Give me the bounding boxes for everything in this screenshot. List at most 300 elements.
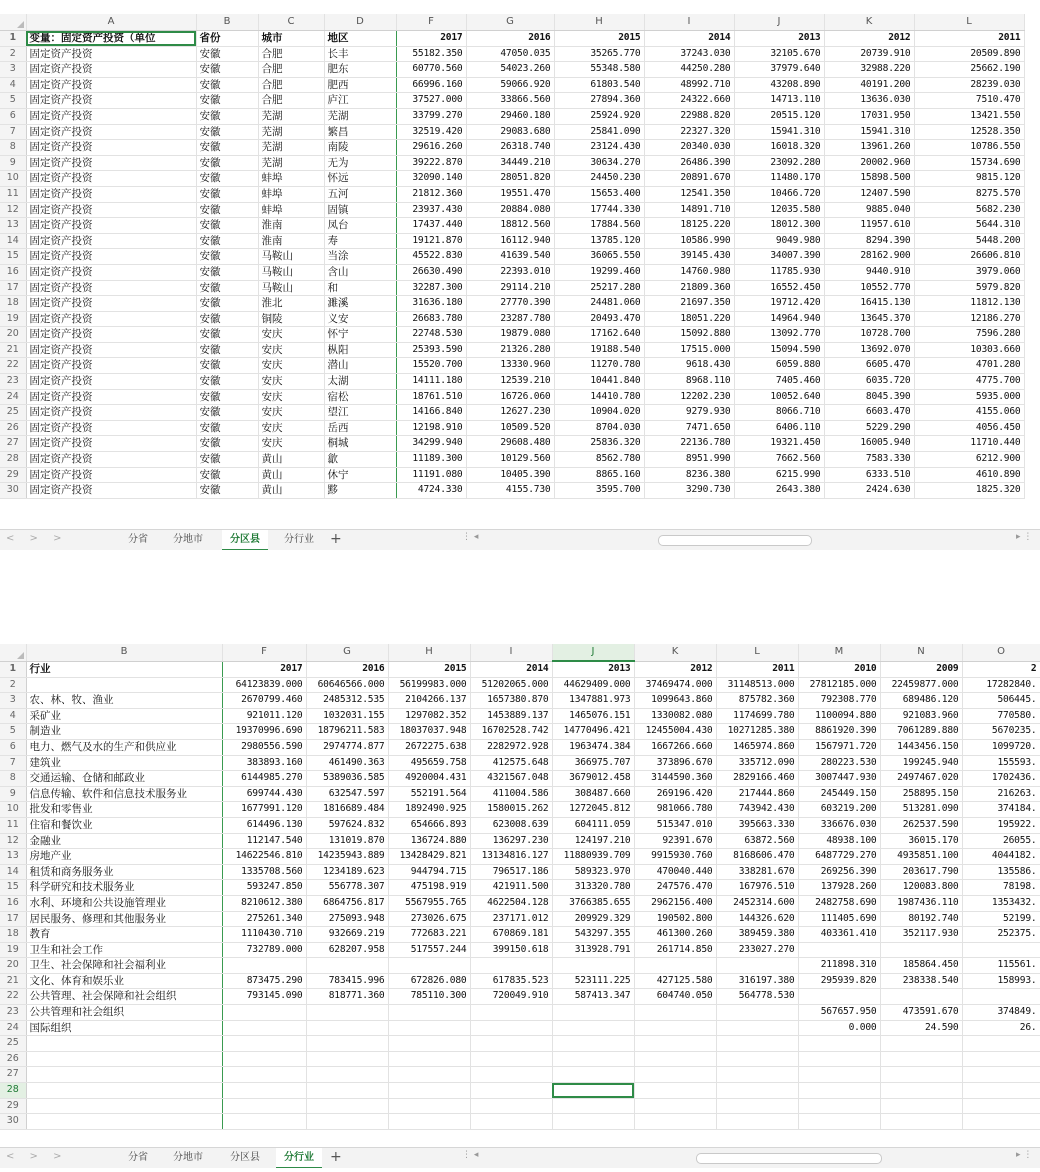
cell[interactable]: 617835.523 — [470, 973, 552, 989]
cell[interactable]: 1443456.150 — [880, 739, 962, 755]
cell[interactable]: 12198.910 — [396, 420, 466, 436]
cell[interactable]: 4920004.431 — [388, 771, 470, 787]
cell[interactable]: 689486.120 — [880, 693, 962, 709]
cell[interactable]: 行业 — [26, 661, 222, 677]
cell[interactable]: 411004.586 — [470, 786, 552, 802]
cell[interactable]: 2017 — [222, 661, 306, 677]
cell[interactable]: 61803.540 — [554, 77, 644, 93]
cell[interactable] — [222, 958, 306, 974]
cell[interactable]: 五河 — [324, 186, 396, 202]
cell[interactable]: 凤台 — [324, 218, 396, 234]
cell[interactable]: 13692.070 — [824, 342, 914, 358]
cell[interactable]: 2482758.690 — [798, 895, 880, 911]
cell[interactable]: 475198.919 — [388, 880, 470, 896]
column-header[interactable]: L — [716, 644, 798, 661]
cell[interactable]: 921011.120 — [222, 708, 306, 724]
cell[interactable]: 安徽 — [196, 405, 258, 421]
cell[interactable]: 25217.280 — [554, 280, 644, 296]
scroll-right-icon[interactable]: ▸ ⋮ — [1016, 532, 1033, 542]
cell[interactable]: 9885.040 — [824, 202, 914, 218]
tab-nav-arrows[interactable]: < > > — [6, 1151, 68, 1162]
cell[interactable]: 4056.450 — [914, 420, 1024, 436]
cell[interactable]: 安徽 — [196, 249, 258, 265]
cell[interactable] — [552, 1051, 634, 1067]
cell[interactable]: 制造业 — [26, 724, 222, 740]
row-header[interactable]: 17 — [0, 280, 26, 296]
cell[interactable]: 4935851.100 — [880, 849, 962, 865]
row-header[interactable]: 21 — [0, 342, 26, 358]
cell[interactable]: 固定资产投资 — [26, 358, 196, 374]
cell[interactable]: 1272045.812 — [552, 802, 634, 818]
cell[interactable]: 安徽 — [196, 420, 258, 436]
row-header[interactable]: 15 — [0, 880, 26, 896]
row-header[interactable]: 12 — [0, 833, 26, 849]
cell[interactable]: 安徽 — [196, 93, 258, 109]
cell[interactable] — [470, 1098, 552, 1114]
cell[interactable]: 199245.940 — [880, 755, 962, 771]
cell[interactable]: 54023.260 — [466, 62, 554, 78]
cell[interactable]: 41639.540 — [466, 249, 554, 265]
cell[interactable]: 8951.990 — [644, 452, 734, 468]
cell[interactable]: 115561. — [962, 958, 1040, 974]
cell[interactable] — [798, 942, 880, 958]
cell[interactable]: 5670235. — [962, 724, 1040, 740]
cell[interactable]: 34449.210 — [466, 155, 554, 171]
cell[interactable]: 固定资产投资 — [26, 483, 196, 499]
cell[interactable]: 403361.410 — [798, 927, 880, 943]
cell[interactable]: 136724.880 — [388, 833, 470, 849]
cell[interactable]: 26630.490 — [396, 264, 466, 280]
cell[interactable]: 1453889.137 — [470, 708, 552, 724]
row-header[interactable]: 26 — [0, 420, 26, 436]
cell[interactable]: 523111.225 — [552, 973, 634, 989]
cell[interactable]: 60646566.000 — [306, 677, 388, 693]
cell[interactable]: 720049.910 — [470, 989, 552, 1005]
cell[interactable]: 37527.000 — [396, 93, 466, 109]
cell[interactable]: 淮北 — [258, 296, 324, 312]
cell[interactable]: 14622546.810 — [222, 849, 306, 865]
cell[interactable]: 1099643.860 — [634, 693, 716, 709]
cell[interactable]: 马鞍山 — [258, 249, 324, 265]
cell[interactable]: 31148513.000 — [716, 677, 798, 693]
row-header[interactable]: 13 — [0, 218, 26, 234]
cell[interactable] — [880, 1067, 962, 1083]
cell[interactable] — [634, 1020, 716, 1036]
cell[interactable]: 873475.290 — [222, 973, 306, 989]
cell[interactable]: 2829166.460 — [716, 771, 798, 787]
cell[interactable]: 住宿和餐饮业 — [26, 817, 222, 833]
cell[interactable]: 31636.180 — [396, 296, 466, 312]
cell[interactable]: 567657.950 — [798, 1005, 880, 1021]
cell[interactable]: 981066.780 — [634, 802, 716, 818]
sheet-tab[interactable]: 分省 — [128, 534, 148, 545]
cell[interactable]: 16005.940 — [824, 436, 914, 452]
cell[interactable]: 366975.707 — [552, 755, 634, 771]
cell[interactable]: 安徽 — [196, 171, 258, 187]
cell[interactable]: 2962156.400 — [634, 895, 716, 911]
cell[interactable]: 4775.700 — [914, 374, 1024, 390]
cell[interactable]: 芜湖 — [258, 140, 324, 156]
cell[interactable]: 变量：固定资产投资（单位 — [26, 31, 196, 47]
cell[interactable] — [798, 1036, 880, 1052]
cell[interactable]: 建筑业 — [26, 755, 222, 771]
cell[interactable]: 37243.030 — [644, 46, 734, 62]
cell[interactable]: 固定资产投资 — [26, 436, 196, 452]
cell[interactable]: 37469474.000 — [634, 677, 716, 693]
cell[interactable]: 安庆 — [258, 327, 324, 343]
cell[interactable]: 15941.310 — [824, 124, 914, 140]
cell[interactable]: 552191.564 — [388, 786, 470, 802]
cell[interactable]: 14713.110 — [734, 93, 824, 109]
cell[interactable] — [798, 1114, 880, 1130]
cell[interactable]: 10728.700 — [824, 327, 914, 343]
cell[interactable]: 含山 — [324, 264, 396, 280]
cell[interactable]: 2643.380 — [734, 483, 824, 499]
cell[interactable] — [962, 1114, 1040, 1130]
cell[interactable]: 352117.930 — [880, 927, 962, 943]
cell[interactable]: 金融业 — [26, 833, 222, 849]
cell[interactable]: 603219.200 — [798, 802, 880, 818]
cell[interactable] — [470, 1051, 552, 1067]
cell[interactable]: 29608.480 — [466, 436, 554, 452]
cell[interactable]: 20739.910 — [824, 46, 914, 62]
cell[interactable]: 采矿业 — [26, 708, 222, 724]
cell[interactable]: 155593. — [962, 755, 1040, 771]
cell[interactable]: 公共管理、社会保障和社会组织 — [26, 989, 222, 1005]
cell[interactable]: 13645.370 — [824, 311, 914, 327]
cell[interactable]: 389459.380 — [716, 927, 798, 943]
cell[interactable] — [962, 942, 1040, 958]
cell[interactable]: 科学研究和技术服务业 — [26, 880, 222, 896]
cell[interactable]: 安庆 — [258, 342, 324, 358]
cell[interactable]: 4321567.048 — [470, 771, 552, 787]
cell[interactable]: 699744.430 — [222, 786, 306, 802]
cell[interactable]: 6035.720 — [824, 374, 914, 390]
cell[interactable]: 17162.640 — [554, 327, 644, 343]
cell[interactable] — [716, 1067, 798, 1083]
cell[interactable]: 1667266.660 — [634, 739, 716, 755]
cell[interactable]: 796517.186 — [470, 864, 552, 880]
row-header[interactable]: 4 — [0, 77, 26, 93]
cell[interactable]: 14770496.421 — [552, 724, 634, 740]
cell[interactable]: 52199. — [962, 911, 1040, 927]
column-header[interactable]: J — [552, 644, 634, 661]
cell[interactable] — [306, 958, 388, 974]
cell[interactable]: 792308.770 — [798, 693, 880, 709]
add-sheet-button[interactable]: + — [330, 531, 342, 547]
cell[interactable]: 淮南 — [258, 233, 324, 249]
cell[interactable]: 56199983.000 — [388, 677, 470, 693]
cell[interactable] — [26, 1051, 222, 1067]
cell[interactable]: 373896.670 — [634, 755, 716, 771]
cell[interactable]: 44629409.000 — [552, 677, 634, 693]
cell[interactable]: 16552.450 — [734, 280, 824, 296]
cell[interactable]: 18796211.583 — [306, 724, 388, 740]
cell[interactable] — [388, 1067, 470, 1083]
cell[interactable] — [634, 1114, 716, 1130]
cell[interactable]: 1032031.155 — [306, 708, 388, 724]
cell[interactable]: 313928.791 — [552, 942, 634, 958]
cell[interactable]: 17282840. — [962, 677, 1040, 693]
cell[interactable] — [962, 1098, 1040, 1114]
cell[interactable]: 158993. — [962, 973, 1040, 989]
cell[interactable]: 怀远 — [324, 171, 396, 187]
cell[interactable]: 20515.120 — [734, 108, 824, 124]
cell[interactable]: 10129.560 — [466, 452, 554, 468]
cell[interactable]: 怀宁 — [324, 327, 396, 343]
cell[interactable]: 马鞍山 — [258, 280, 324, 296]
cell[interactable]: 374184. — [962, 802, 1040, 818]
cell[interactable]: 43208.890 — [734, 77, 824, 93]
cell[interactable]: 19712.420 — [734, 296, 824, 312]
cell[interactable]: 34299.940 — [396, 436, 466, 452]
cell[interactable]: 28162.900 — [824, 249, 914, 265]
cell[interactable]: 2485312.535 — [306, 693, 388, 709]
cell[interactable]: 29460.180 — [466, 108, 554, 124]
cell[interactable]: 22748.530 — [396, 327, 466, 343]
row-header[interactable]: 15 — [0, 249, 26, 265]
cell[interactable]: 55348.580 — [554, 62, 644, 78]
cell[interactable]: 17437.440 — [396, 218, 466, 234]
cell[interactable]: 24450.230 — [554, 171, 644, 187]
cell[interactable]: 15092.880 — [644, 327, 734, 343]
cell[interactable] — [306, 1051, 388, 1067]
cell[interactable]: 农、林、牧、渔业 — [26, 693, 222, 709]
cell[interactable]: 21697.350 — [644, 296, 734, 312]
cell[interactable]: 6487729.270 — [798, 849, 880, 865]
column-header[interactable]: H — [554, 14, 644, 31]
cell[interactable]: 6059.880 — [734, 358, 824, 374]
cell[interactable]: 3144590.360 — [634, 771, 716, 787]
cell[interactable]: 固定资产投资 — [26, 171, 196, 187]
cell[interactable] — [306, 1005, 388, 1021]
cell[interactable]: 36065.550 — [554, 249, 644, 265]
cell[interactable] — [470, 958, 552, 974]
cell[interactable]: 47050.035 — [466, 46, 554, 62]
cell[interactable]: 固定资产投资 — [26, 46, 196, 62]
cell[interactable]: 20340.030 — [644, 140, 734, 156]
cell[interactable]: 7471.650 — [644, 420, 734, 436]
row-header[interactable]: 30 — [0, 1114, 26, 1130]
cell[interactable]: 383893.160 — [222, 755, 306, 771]
row-header[interactable]: 2 — [0, 46, 26, 62]
cell[interactable]: 2 — [962, 661, 1040, 677]
cell[interactable]: 8704.030 — [554, 420, 644, 436]
cell[interactable]: 12186.270 — [914, 311, 1024, 327]
cell[interactable]: 黄山 — [258, 452, 324, 468]
cell[interactable]: 32988.220 — [824, 62, 914, 78]
cell[interactable]: 15734.690 — [914, 155, 1024, 171]
cell[interactable]: 25393.590 — [396, 342, 466, 358]
cell[interactable]: 1825.320 — [914, 483, 1024, 499]
cell[interactable]: 固定资产投资 — [26, 108, 196, 124]
row-header[interactable]: 26 — [0, 1051, 26, 1067]
cell[interactable]: 19551.470 — [466, 186, 554, 202]
cell[interactable]: 2013 — [552, 661, 634, 677]
row-header[interactable]: 5 — [0, 93, 26, 109]
scroll-right-icon[interactable]: ▸ ⋮ — [1016, 1150, 1033, 1160]
cell[interactable]: 21812.360 — [396, 186, 466, 202]
cell[interactable]: 2282972.928 — [470, 739, 552, 755]
cell[interactable]: 28051.820 — [466, 171, 554, 187]
cell[interactable]: 9279.930 — [644, 405, 734, 421]
cell[interactable] — [388, 1036, 470, 1052]
row-header[interactable]: 24 — [0, 1020, 26, 1036]
cell[interactable]: 安徽 — [196, 483, 258, 499]
cell[interactable] — [634, 1083, 716, 1099]
row-header[interactable]: 23 — [0, 1005, 26, 1021]
cell[interactable]: 房地产业 — [26, 849, 222, 865]
cell[interactable] — [222, 1114, 306, 1130]
cell[interactable] — [552, 958, 634, 974]
cell[interactable]: 23937.430 — [396, 202, 466, 218]
cell[interactable]: 245449.150 — [798, 786, 880, 802]
cell[interactable]: 604111.059 — [552, 817, 634, 833]
cell[interactable] — [880, 1098, 962, 1114]
cell[interactable] — [552, 1098, 634, 1114]
cell[interactable]: 固定资产投资 — [26, 155, 196, 171]
cell[interactable]: 固定资产投资 — [26, 342, 196, 358]
cell[interactable]: 固定资产投资 — [26, 467, 196, 483]
cell[interactable] — [306, 1067, 388, 1083]
cell[interactable]: 14760.980 — [644, 264, 734, 280]
tab-nav-arrows[interactable]: < > > — [6, 533, 68, 544]
cell[interactable]: 7596.280 — [914, 327, 1024, 343]
cell[interactable]: 22393.010 — [466, 264, 554, 280]
cell[interactable]: 124197.210 — [552, 833, 634, 849]
cell[interactable]: 1465974.860 — [716, 739, 798, 755]
cell[interactable]: 22327.320 — [644, 124, 734, 140]
cell[interactable]: 合肥 — [258, 93, 324, 109]
cell[interactable]: 261714.850 — [634, 942, 716, 958]
cell[interactable]: 岳西 — [324, 420, 396, 436]
cell[interactable] — [880, 1036, 962, 1052]
cell[interactable]: 安徽 — [196, 436, 258, 452]
cell[interactable]: 2012 — [824, 31, 914, 47]
cell[interactable] — [552, 1083, 634, 1099]
cell[interactable]: 安庆 — [258, 405, 324, 421]
cell[interactable]: 蚌埠 — [258, 186, 324, 202]
cell[interactable]: 9915930.760 — [634, 849, 716, 865]
cell[interactable]: 258895.150 — [880, 786, 962, 802]
cell[interactable]: 16018.320 — [734, 140, 824, 156]
column-header[interactable]: K — [634, 644, 716, 661]
cell[interactable]: 安徽 — [196, 77, 258, 93]
cell[interactable]: 1174699.780 — [716, 708, 798, 724]
cell[interactable]: 宿松 — [324, 389, 396, 405]
cell[interactable]: 2014 — [644, 31, 734, 47]
row-header[interactable]: 9 — [0, 786, 26, 802]
cell[interactable] — [880, 989, 962, 1005]
cell[interactable]: 黄山 — [258, 467, 324, 483]
cell[interactable]: 15898.500 — [824, 171, 914, 187]
cell[interactable]: 543297.355 — [552, 927, 634, 943]
cell[interactable]: 6603.470 — [824, 405, 914, 421]
cell[interactable] — [470, 1005, 552, 1021]
cell[interactable]: 2011 — [716, 661, 798, 677]
row-header[interactable]: 20 — [0, 327, 26, 343]
cell[interactable]: 6215.990 — [734, 467, 824, 483]
cell[interactable]: 80192.740 — [880, 911, 962, 927]
cell[interactable]: 1335708.560 — [222, 864, 306, 880]
cell[interactable]: 2014 — [470, 661, 552, 677]
cell[interactable]: 18812.560 — [466, 218, 554, 234]
cell[interactable]: 338281.670 — [716, 864, 798, 880]
cell[interactable]: 11880939.709 — [552, 849, 634, 865]
cell[interactable]: 12539.210 — [466, 374, 554, 390]
row-header[interactable]: 29 — [0, 1098, 26, 1114]
cell[interactable] — [798, 1067, 880, 1083]
cell[interactable]: 6864756.817 — [306, 895, 388, 911]
cell[interactable]: 131019.870 — [306, 833, 388, 849]
cell[interactable]: 3979.060 — [914, 264, 1024, 280]
row-header[interactable]: 7 — [0, 755, 26, 771]
cell[interactable]: 78198. — [962, 880, 1040, 896]
cell[interactable]: 8861920.390 — [798, 724, 880, 740]
cell[interactable]: 铜陵 — [258, 311, 324, 327]
row-header[interactable]: 11 — [0, 186, 26, 202]
cell[interactable]: 1297082.352 — [388, 708, 470, 724]
cell[interactable]: 32090.140 — [396, 171, 466, 187]
cell[interactable]: 2016 — [306, 661, 388, 677]
cell[interactable]: 22459877.000 — [880, 677, 962, 693]
cell[interactable] — [634, 1051, 716, 1067]
cell[interactable]: 8968.110 — [644, 374, 734, 390]
cell[interactable]: 120083.800 — [880, 880, 962, 896]
cell[interactable]: 5935.000 — [914, 389, 1024, 405]
cell[interactable] — [470, 1020, 552, 1036]
cell[interactable] — [222, 1036, 306, 1052]
cell[interactable]: 32287.300 — [396, 280, 466, 296]
cell[interactable]: 28239.030 — [914, 77, 1024, 93]
cell[interactable] — [222, 1051, 306, 1067]
cell[interactable] — [470, 1083, 552, 1099]
cell[interactable]: 12627.230 — [466, 405, 554, 421]
column-header[interactable]: G — [466, 14, 554, 31]
cell[interactable]: 肥东 — [324, 62, 396, 78]
cell[interactable] — [222, 1020, 306, 1036]
cell[interactable]: 12455004.430 — [634, 724, 716, 740]
cell[interactable] — [880, 1083, 962, 1099]
cell[interactable] — [634, 1036, 716, 1052]
cell[interactable]: 3679012.458 — [552, 771, 634, 787]
cell[interactable] — [388, 1005, 470, 1021]
cell[interactable]: 1099720. — [962, 739, 1040, 755]
row-header[interactable]: 1 — [0, 661, 26, 677]
cell[interactable]: 4622504.128 — [470, 895, 552, 911]
cell[interactable]: 25841.090 — [554, 124, 644, 140]
cell[interactable]: 14111.180 — [396, 374, 466, 390]
cell[interactable]: 932669.219 — [306, 927, 388, 943]
row-header[interactable]: 14 — [0, 233, 26, 249]
cell[interactable]: 32105.670 — [734, 46, 824, 62]
cell[interactable]: 27770.390 — [466, 296, 554, 312]
cell[interactable] — [26, 1083, 222, 1099]
cell[interactable]: 2016 — [466, 31, 554, 47]
cell[interactable]: 1702436. — [962, 771, 1040, 787]
cell[interactable]: 6212.900 — [914, 452, 1024, 468]
cell[interactable] — [798, 1098, 880, 1114]
cell[interactable]: 1465076.151 — [552, 708, 634, 724]
cell[interactable]: 770580. — [962, 708, 1040, 724]
cell[interactable]: 2424.630 — [824, 483, 914, 499]
cell[interactable]: 19188.540 — [554, 342, 644, 358]
cell[interactable] — [388, 958, 470, 974]
cell[interactable]: 269256.390 — [798, 864, 880, 880]
cell[interactable] — [388, 1051, 470, 1067]
cell[interactable]: 18037037.948 — [388, 724, 470, 740]
cell[interactable]: 55182.350 — [396, 46, 466, 62]
